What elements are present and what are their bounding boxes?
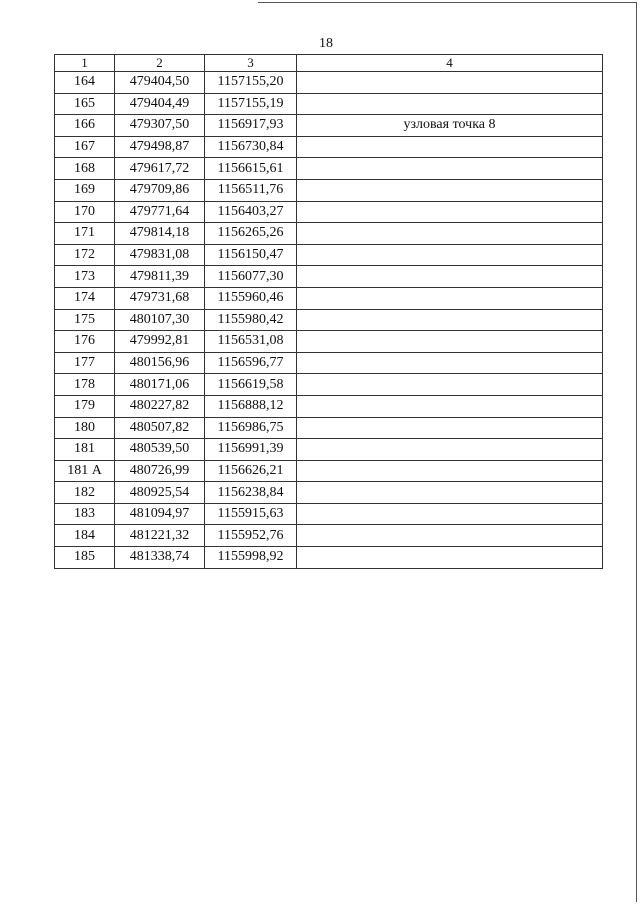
point-number-cell: 184 (55, 525, 115, 547)
page-edge-top (258, 2, 636, 3)
table-row (55, 374, 603, 396)
note-cell (297, 179, 603, 201)
table-row (55, 244, 603, 266)
table-row (55, 547, 603, 569)
point-number-cell: 167 (55, 136, 115, 158)
x-coordinate-cell: 480507,82 (115, 417, 205, 439)
note-cell (297, 352, 603, 374)
x-coordinate-cell: 479992,81 (115, 331, 205, 353)
x-coordinate-cell: 479831,08 (115, 244, 205, 266)
table-row (55, 179, 603, 201)
table-row (55, 525, 603, 547)
point-number-cell: 178 (55, 374, 115, 396)
table-row (55, 352, 603, 374)
y-coordinate-cell: 1156986,75 (205, 417, 297, 439)
x-coordinate-cell: 481338,74 (115, 547, 205, 569)
table-row (55, 72, 603, 94)
note-cell (297, 503, 603, 525)
point-number-cell: 182 (55, 482, 115, 504)
x-coordinate-cell: 479814,18 (115, 223, 205, 245)
x-coordinate-cell: 479709,86 (115, 179, 205, 201)
x-coordinate-cell: 480107,30 (115, 309, 205, 331)
note-cell (297, 309, 603, 331)
table-row (55, 223, 603, 245)
column-header-3: 3 (205, 55, 297, 72)
y-coordinate-cell: 1155915,63 (205, 503, 297, 525)
x-coordinate-cell: 479771,64 (115, 201, 205, 223)
table-row (55, 331, 603, 353)
note-cell (297, 223, 603, 245)
point-number-cell: 165 (55, 93, 115, 115)
note-cell (297, 482, 603, 504)
x-coordinate-cell: 481094,97 (115, 503, 205, 525)
y-coordinate-cell: 1155952,76 (205, 525, 297, 547)
x-coordinate-cell: 479498,87 (115, 136, 205, 158)
y-coordinate-cell: 1156511,76 (205, 179, 297, 201)
y-coordinate-cell: 1156596,77 (205, 352, 297, 374)
point-number-cell: 179 (55, 395, 115, 417)
x-coordinate-cell: 480726,99 (115, 460, 205, 482)
point-number-cell: 180 (55, 417, 115, 439)
table-row (55, 503, 603, 525)
point-number-cell: 181 (55, 439, 115, 461)
table-row (55, 482, 603, 504)
point-number-cell: 174 (55, 287, 115, 309)
point-number-cell: 164 (55, 72, 115, 94)
point-number-cell: 168 (55, 158, 115, 180)
x-coordinate-cell: 479404,49 (115, 93, 205, 115)
y-coordinate-cell: 1156265,26 (205, 223, 297, 245)
note-cell (297, 331, 603, 353)
page-number: 18 (319, 36, 333, 51)
note-cell (297, 158, 603, 180)
note-cell: узловая точка 8 (297, 115, 603, 137)
x-coordinate-cell: 479404,50 (115, 72, 205, 94)
y-coordinate-cell: 1156619,58 (205, 374, 297, 396)
table-row (55, 201, 603, 223)
y-coordinate-cell: 1155998,92 (205, 547, 297, 569)
y-coordinate-cell: 1156531,08 (205, 331, 297, 353)
point-number-cell: 181 А (55, 460, 115, 482)
x-coordinate-cell: 480925,54 (115, 482, 205, 504)
point-number-cell: 169 (55, 179, 115, 201)
x-coordinate-cell: 479307,50 (115, 115, 205, 137)
point-number-cell: 170 (55, 201, 115, 223)
x-coordinate-cell: 480156,96 (115, 352, 205, 374)
point-number-cell: 172 (55, 244, 115, 266)
note-cell (297, 136, 603, 158)
point-number-cell: 173 (55, 266, 115, 288)
y-coordinate-cell: 1156626,21 (205, 460, 297, 482)
point-number-cell: 176 (55, 331, 115, 353)
y-coordinate-cell: 1156991,39 (205, 439, 297, 461)
x-coordinate-cell: 479617,72 (115, 158, 205, 180)
y-coordinate-cell: 1156150,47 (205, 244, 297, 266)
y-coordinate-cell: 1156888,12 (205, 395, 297, 417)
column-header-2: 2 (115, 55, 205, 72)
note-cell (297, 439, 603, 461)
y-coordinate-cell: 1156238,84 (205, 482, 297, 504)
y-coordinate-cell: 1156917,93 (205, 115, 297, 137)
point-number-cell: 175 (55, 309, 115, 331)
point-number-cell: 171 (55, 223, 115, 245)
table-row (55, 136, 603, 158)
table-row (55, 115, 603, 137)
note-cell (297, 244, 603, 266)
note-cell (297, 460, 603, 482)
table-row (55, 439, 603, 461)
note-cell (297, 287, 603, 309)
table-row (55, 266, 603, 288)
y-coordinate-cell: 1156077,30 (205, 266, 297, 288)
point-number-cell: 183 (55, 503, 115, 525)
table-row (55, 287, 603, 309)
x-coordinate-cell: 480227,82 (115, 395, 205, 417)
note-cell (297, 374, 603, 396)
note-cell (297, 417, 603, 439)
note-cell (297, 525, 603, 547)
x-coordinate-cell: 479811,39 (115, 266, 205, 288)
page-edge-right (636, 2, 637, 902)
note-cell (297, 395, 603, 417)
y-coordinate-cell: 1156615,61 (205, 158, 297, 180)
x-coordinate-cell: 480171,06 (115, 374, 205, 396)
note-cell (297, 72, 603, 94)
y-coordinate-cell: 1155980,42 (205, 309, 297, 331)
point-number-cell: 177 (55, 352, 115, 374)
table-row (55, 417, 603, 439)
table-row (55, 158, 603, 180)
y-coordinate-cell: 1157155,20 (205, 72, 297, 94)
point-number-cell: 166 (55, 115, 115, 137)
table-row (55, 460, 603, 482)
point-number-cell: 185 (55, 547, 115, 569)
table-row (55, 309, 603, 331)
table-row (55, 93, 603, 115)
y-coordinate-cell: 1156730,84 (205, 136, 297, 158)
y-coordinate-cell: 1156403,27 (205, 201, 297, 223)
table-header-row (55, 55, 603, 72)
note-cell (297, 266, 603, 288)
table-row (55, 395, 603, 417)
x-coordinate-cell: 481221,32 (115, 525, 205, 547)
note-cell (297, 201, 603, 223)
x-coordinate-cell: 480539,50 (115, 439, 205, 461)
note-cell (297, 93, 603, 115)
y-coordinate-cell: 1157155,19 (205, 93, 297, 115)
x-coordinate-cell: 479731,68 (115, 287, 205, 309)
coordinates-table (54, 54, 603, 569)
column-header-1: 1 (55, 55, 115, 72)
column-header-4: 4 (297, 55, 603, 72)
note-cell (297, 547, 603, 569)
y-coordinate-cell: 1155960,46 (205, 287, 297, 309)
